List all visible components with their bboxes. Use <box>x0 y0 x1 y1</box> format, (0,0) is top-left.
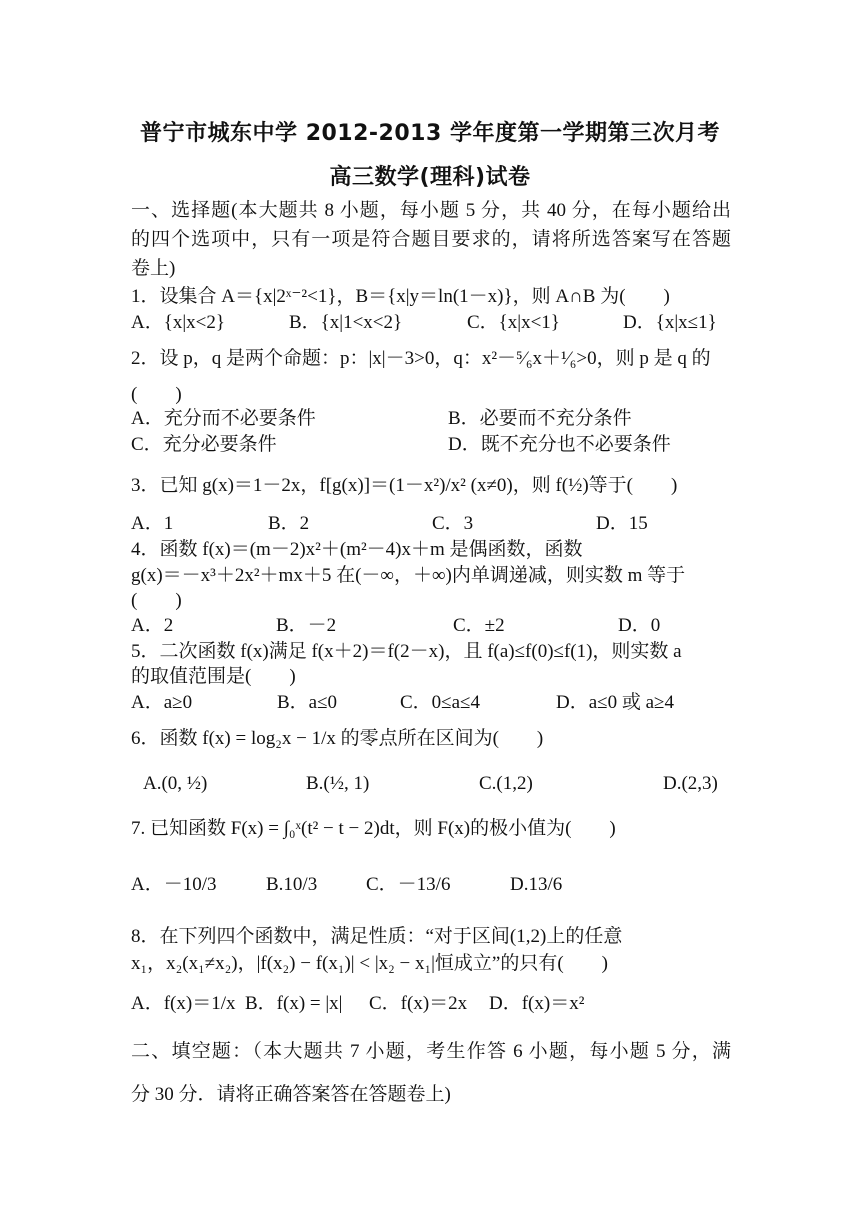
question-2-option-b: B．必要而不充分条件 <box>448 408 632 429</box>
question-4-option-c: C．±2 <box>453 615 505 636</box>
question-5-stem: 5．二次函数 f(x)满足 f(x＋2)＝f(2－x)，且 f(a)≤f(0)≤f(1)，则实数 a <box>131 641 682 662</box>
section1-intro-line3: 卷上) <box>131 258 176 279</box>
question-2-option-d: D．既不充分也不必要条件 <box>448 434 671 455</box>
question-6-stem: 6．函数 f(x) = log₂x − 1/x 的零点所在区间为( ) <box>131 728 544 749</box>
question-3-option-c: C．3 <box>432 513 474 534</box>
section1-intro-line1: 一、选择题(本大题共 8 小题，每小题 5 分，共 40 分，在每小题给出 <box>131 200 731 221</box>
question-6-option-b: B.(½, 1) <box>306 773 370 794</box>
question-4-option-d: D．0 <box>618 615 661 636</box>
question-7-option-b: B.10/3 <box>266 874 318 895</box>
question-2-option-a: A．充分而不必要条件 <box>131 408 316 429</box>
question-5-option-c: C．0≤a≤4 <box>400 692 480 713</box>
question-5-option-d: D．a≤0 或 a≥4 <box>556 692 674 713</box>
question-3-option-b: B．2 <box>268 513 310 534</box>
question-4-stem-blank: ( ) <box>131 590 182 611</box>
question-7-option-a: A．－10/3 <box>131 874 217 895</box>
question-6-option-a: A.(0, ½) <box>143 773 208 794</box>
question-4-option-a: A．2 <box>131 615 174 636</box>
question-6-option-d: D.(2,3) <box>663 773 718 794</box>
section2-line2: 分 30 分．请将正确答案答在答题卷上) <box>131 1084 451 1105</box>
question-5-option-b: B．a≤0 <box>277 692 338 713</box>
question-3-stem: 3．已知 g(x)＝1－2x，f[g(x)]＝(1－x²)/x² (x≠0)，则 f(½)等于( ) <box>131 475 678 496</box>
question-8-option-c: C．f(x)＝2x <box>369 993 468 1014</box>
question-3-option-a: A．1 <box>131 513 174 534</box>
question-1-option-b: B．{x|1<x<2} <box>289 312 403 333</box>
page-subtitle: 高三数学(理科)试卷 <box>329 165 531 190</box>
question-6-option-c: C.(1,2) <box>479 773 533 794</box>
question-5-option-a: A．a≥0 <box>131 692 193 713</box>
section1-intro-line2: 的四个选项中，只有一项是符合题目要求的，请将所选答案写在答题 <box>131 229 731 250</box>
question-2-stem: 2．设 p，q 是两个命题：p：|x|－3>0，q：x²－⁵⁄₆x＋¹⁄₆>0，则 p 是 q 的 <box>131 348 711 369</box>
question-7-option-c: C．－13/6 <box>366 874 451 895</box>
question-8-option-d: D．f(x)＝x² <box>489 993 585 1014</box>
question-2-option-c: C．充分必要条件 <box>131 434 277 455</box>
question-3-option-d: D．15 <box>596 513 648 534</box>
question-8-option-b: B．f(x) = |x| <box>245 993 343 1014</box>
question-4-option-b: B．－2 <box>276 615 337 636</box>
question-4-stem-line2: g(x)＝－x³＋2x²＋mx＋5 在(－∞，＋∞)内单调递减，则实数 m 等于 <box>131 565 686 586</box>
question-1-option-a: A．{x|x<2} <box>131 312 225 333</box>
question-7-stem: 7. 已知函数 F(x) = ∫₀ˣ(t² − t − 2)dt，则 F(x)的极小值为( ) <box>131 818 616 839</box>
question-1-option-d: D．{x|x≤1} <box>623 312 717 333</box>
section2-line1: 二、填空题：（本大题共 7 小题，考生作答 6 小题，每小题 5 分，满 <box>131 1041 731 1062</box>
question-4-stem: 4．函数 f(x)＝(m－2)x²＋(m²－4)x＋m 是偶函数，函数 <box>131 539 583 560</box>
question-8-stem-line2: x₁，x₂(x₁≠x₂)，|f(x₂) − f(x₁)| < |x₂ − x₁|恒成立”的只有( ) <box>131 953 608 974</box>
page-title: 普宁市城东中学 2012-2013 学年度第一学期第三次月考 <box>140 121 720 146</box>
question-7-option-d: D.13/6 <box>510 874 563 895</box>
question-8-stem: 8．在下列四个函数中，满足性质：“对于区间(1,2)上的任意 <box>131 926 623 947</box>
question-1-option-c: C．{x|x<1} <box>467 312 560 333</box>
question-5-stem-line2: 的取值范围是( ) <box>131 666 296 687</box>
question-8-option-a: A．f(x)＝1/x <box>131 993 236 1014</box>
question-1-stem: 1．设集合 A＝{x|2ˣ⁻²<1}，B＝{x|y＝ln(1－x)}，则 A∩B 为( ) <box>131 286 670 307</box>
question-2-stem-blank: ( ) <box>131 384 182 405</box>
